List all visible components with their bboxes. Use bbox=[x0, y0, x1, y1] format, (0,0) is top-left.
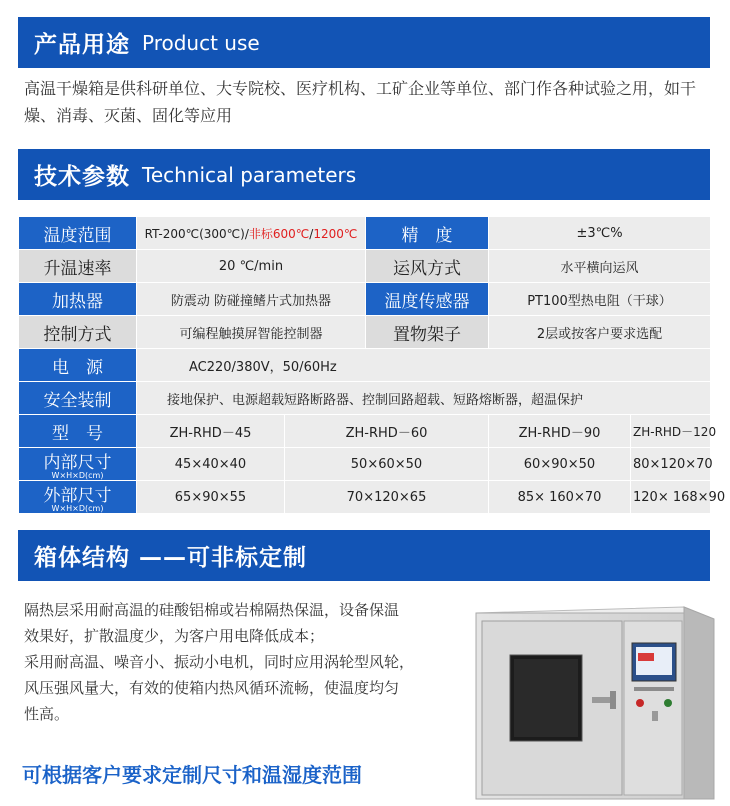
power-value: AC220/380V，50/60Hz bbox=[137, 349, 711, 382]
spec-table bbox=[18, 216, 726, 514]
outer-size-cell: 70×120×65 bbox=[285, 481, 489, 514]
outer-size-title: 外部尺寸 bbox=[43, 486, 112, 506]
structure-line: 采用耐高温、噪音小、振动小电机，同时应用涡轮型风轮， bbox=[24, 653, 415, 671]
inner-size-cell: 45×40×40 bbox=[137, 448, 285, 481]
table-row bbox=[19, 250, 711, 283]
inner-size-cell: 50×60×50 bbox=[285, 448, 489, 481]
sensor-label: 温度传感器 bbox=[366, 283, 489, 316]
product-use-banner bbox=[18, 17, 710, 68]
temp-range-nonstandard: 非标600℃ bbox=[248, 226, 310, 241]
control-label: 控制方式 bbox=[19, 316, 137, 349]
power-label: 电 源 bbox=[19, 349, 137, 382]
temp-range-standard: RT-200℃(300℃)/ bbox=[144, 226, 249, 241]
heat-rate-value: 20 ℃/min bbox=[137, 250, 366, 283]
airflow-value: 水平横向运风 bbox=[489, 250, 711, 283]
structure-text bbox=[24, 597, 474, 727]
model-cell: ZH-RHD－90 bbox=[489, 415, 631, 448]
tech-params-title-en: Technical parameters bbox=[142, 162, 357, 187]
outer-size-cell: 120× 168×90 bbox=[631, 481, 711, 514]
temp-range-max: 1200℃ bbox=[313, 226, 358, 241]
inner-size-title: 内部尺寸 bbox=[43, 453, 112, 473]
inner-size-unit: W×H×D(cm) bbox=[51, 471, 104, 480]
tech-params-title-cn: 技术参数 bbox=[34, 164, 130, 190]
structure-line: 隔热层采用耐高温的硅酸铝棉或岩棉隔热保温，设备保温 bbox=[24, 601, 400, 619]
table-row bbox=[19, 448, 711, 481]
product-use-title-cn: 产品用途 bbox=[34, 32, 130, 58]
shelf-label: 置物架子 bbox=[366, 316, 489, 349]
safety-value: 接地保护、电源超载短路断路器、控制回路超载、短路熔断器，超温保护 bbox=[137, 382, 711, 415]
model-cell: ZH-RHD－60 bbox=[285, 415, 489, 448]
product-use-title-en: Product use bbox=[142, 30, 260, 55]
model-label: 型 号 bbox=[19, 415, 137, 448]
tech-params-banner bbox=[18, 149, 710, 200]
table-row bbox=[19, 415, 711, 448]
model-cell: ZH-RHD－120 bbox=[631, 415, 711, 448]
structure-line: 风压强风量大，有效的使箱内热风循环流畅，使温度均匀 bbox=[24, 679, 400, 697]
structure-line: 效果好，扩散温度少，为客户用电降低成本； bbox=[24, 627, 325, 645]
table-row bbox=[19, 316, 711, 349]
custom-note: 可根据客户要求定制尺寸和温湿度范围 bbox=[22, 763, 362, 787]
heater-label: 加热器 bbox=[19, 283, 137, 316]
usage-text: 高温干燥箱是供科研单位、大专院校、医疗机构、工矿企业等单位、部门作各种试验之用，如干燥、消毒、灭菌、固化等应用 bbox=[24, 79, 697, 125]
shelf-value: 2层或按客户要求选配 bbox=[489, 316, 711, 349]
oven-illustration bbox=[474, 603, 716, 801]
heat-rate-label: 升温速率 bbox=[19, 250, 137, 283]
table-row bbox=[19, 481, 711, 514]
precision-label: 精 度 bbox=[366, 217, 489, 250]
inner-size-cell: 80×120×70 bbox=[631, 448, 711, 481]
precision-value: ±3℃% bbox=[489, 217, 711, 250]
outer-size-unit: W×H×D(cm) bbox=[51, 504, 104, 513]
structure-title: 箱体结构 ——可非标定制 bbox=[34, 545, 308, 571]
structure-banner bbox=[18, 530, 710, 581]
inner-size-label bbox=[19, 448, 137, 481]
outer-size-cell: 85× 160×70 bbox=[489, 481, 631, 514]
outer-size-label bbox=[19, 481, 137, 514]
temp-range-value bbox=[137, 217, 366, 250]
temp-range-label: 温度范围 bbox=[19, 217, 137, 250]
model-cell: ZH-RHD－45 bbox=[137, 415, 285, 448]
table-row bbox=[19, 349, 711, 382]
table-row bbox=[19, 283, 711, 316]
inner-size-cell: 60×90×50 bbox=[489, 448, 631, 481]
table-row bbox=[19, 217, 711, 250]
safety-label: 安全装制 bbox=[19, 382, 137, 415]
structure-line: 性高。 bbox=[24, 705, 70, 723]
outer-size-cell: 65×90×55 bbox=[137, 481, 285, 514]
airflow-label: 运风方式 bbox=[366, 250, 489, 283]
heater-value: 防震动 防碰撞鳍片式加热器 bbox=[137, 283, 366, 316]
table-row bbox=[19, 382, 711, 415]
control-value: 可编程触摸屏智能控制器 bbox=[137, 316, 366, 349]
temp-range-sep: / bbox=[309, 226, 314, 241]
sensor-value: PT100型热电阻（干球） bbox=[489, 283, 711, 316]
